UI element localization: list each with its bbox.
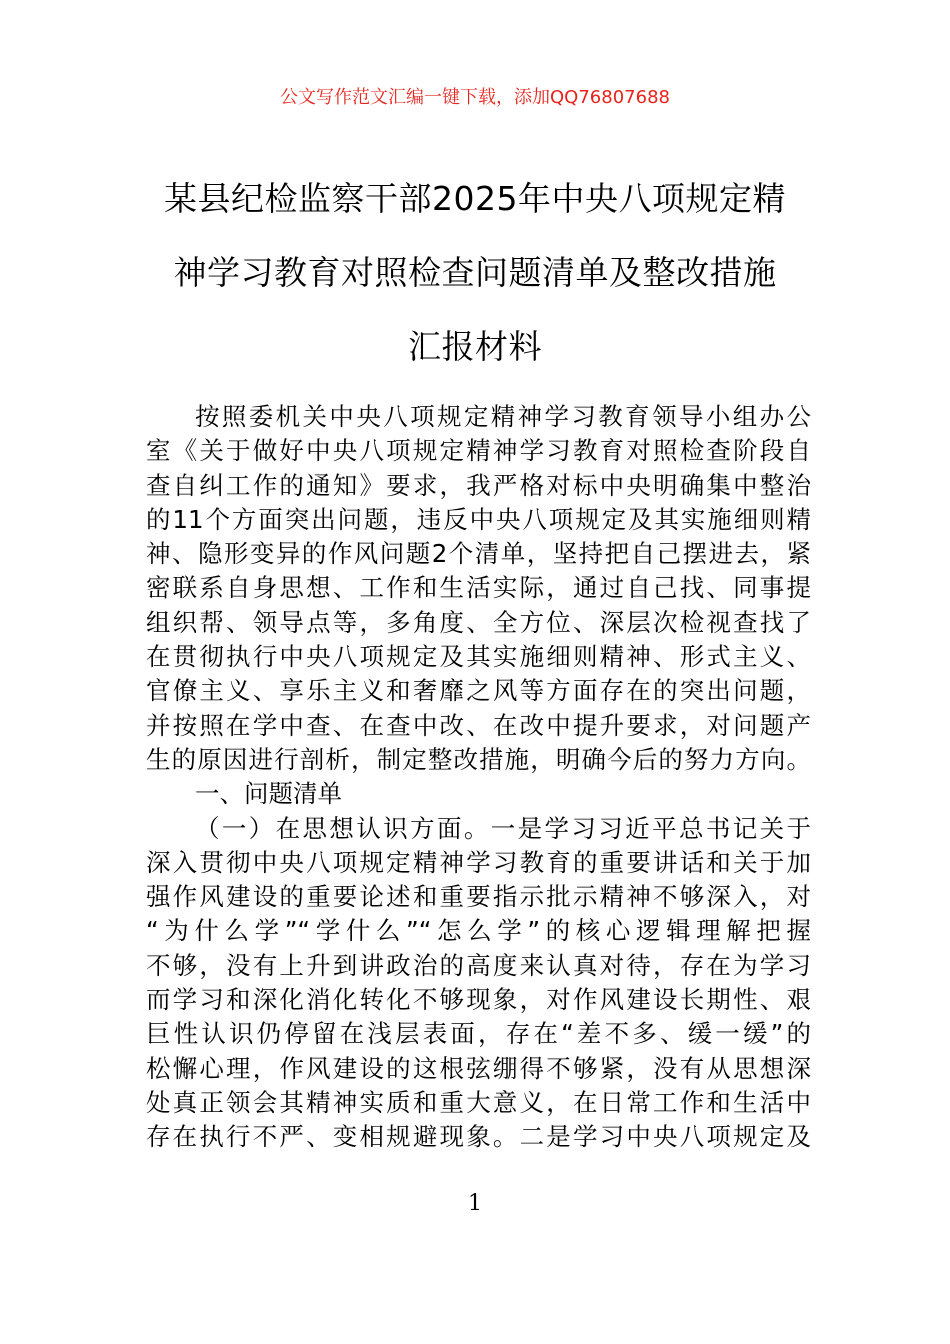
body-line: 巨性认识仍停留在浅层表面，存在“差不多、缓一缓”的 [146,1019,811,1049]
body-line: “为什么学”“学什么”“怎么学”的核心逻辑理解把握 [146,916,811,946]
title-line: 汇报材料 [408,327,542,366]
body-line: 密联系自身思想、工作和生活实际，通过自己找、同事提 [146,573,811,603]
body-line: 室《关于做好中央八项规定精神学习教育对照检查阶段自 [146,436,811,466]
body-line: 官僚主义、享乐主义和奢靡之风等方面存在的突出问题， [146,676,811,706]
title-line: 某县纪检监察干部2025年中央八项规定精 [164,179,786,218]
body-line: 的11个方面突出问题，违反中央八项规定及其实施细则精 [146,504,811,534]
body-line: 强作风建设的重要论述和重要指示批示精神不够深入，对 [146,882,811,912]
body-line: 生的原因进行剖析，制定整改措施，明确今后的努力方向。 [146,744,811,774]
title-line: 神学习教育对照检查问题清单及整改措施 [173,253,777,292]
body-line: 松懈心理，作风建设的这根弦绷得不够紧，没有从思想深 [146,1053,811,1083]
download-banner: 公文写作范文汇编一键下载，添加QQ76807688 [280,87,670,108]
body-line: 处真正领会其精神实质和重大意义，在日常工作和生活中 [146,1087,811,1117]
body-line: 并按照在学中查、在查中改、在改中提升要求，对问题产 [146,710,811,740]
document-body [146,400,811,1155]
body-line: 神、隐形变异的作风问题2个清单，坚持把自己摆进去，紧 [146,539,811,569]
document-title [120,162,830,384]
body-line: 不够，没有上升到讲政治的高度来认真对待，存在为学习 [146,950,811,980]
body-line: 而学习和深化消化转化不够现象，对作风建设长期性、艰 [146,985,811,1015]
section-heading: 一、问题清单 [195,779,342,809]
body-line: 组织帮、领导点等，多角度、全方位、深层次检视查找了 [146,607,811,637]
body-line: 存在执行不严、变相规避现象。二是学习中央八项规定及 [146,1122,811,1152]
body-line: 按照委机关中央八项规定精神学习教育领导小组办公 [195,402,811,431]
body-line: （一）在思想认识方面。一是学习习近平总书记关于 [195,813,811,843]
page-number: 1 [468,1191,482,1216]
body-line: 深入贯彻中央八项规定精神学习教育的重要讲话和关于加 [146,847,811,877]
body-line: 查自纠工作的通知》要求，我严格对标中央明确集中整治 [146,470,811,500]
body-line: 在贯彻执行中央八项规定及其实施细则精神、形式主义、 [146,642,811,672]
